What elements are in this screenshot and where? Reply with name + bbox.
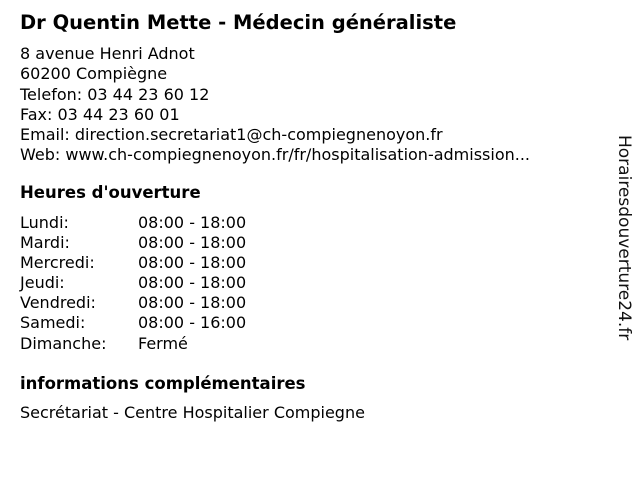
day-label: Jeudi: bbox=[20, 273, 65, 293]
day-label: Samedi: bbox=[20, 313, 86, 333]
address-city: 60200 Compiègne bbox=[20, 64, 168, 84]
day-label: Lundi: bbox=[20, 213, 69, 232]
time-value: 08:00 - 18:00 bbox=[138, 253, 247, 273]
time-value: 08:00 - 18:00 bbox=[138, 293, 247, 313]
phone-line[interactable]: Telefon: 03 44 23 60 12 bbox=[20, 84, 210, 104]
email-line[interactable]: Email: direction.secretariat1@ch-compiegnenoyon.fr bbox=[20, 125, 443, 145]
additional-info-text: Secrétariat - Centre Hospitalier Compiegne bbox=[20, 403, 365, 422]
time-value: 08:00 - 18:00 bbox=[138, 213, 247, 232]
time-value: Fermé bbox=[138, 333, 188, 353]
additional-info-heading: informations complémentaires bbox=[20, 374, 306, 393]
day-label: Mardi: bbox=[20, 233, 70, 253]
time-value: 08:00 - 18:00 bbox=[138, 273, 247, 293]
opening-hours-heading: Heures d'ouverture bbox=[20, 183, 201, 202]
time-value: 08:00 - 16:00 bbox=[138, 313, 247, 333]
address-street: 8 avenue Henri Adnot bbox=[20, 44, 195, 63]
day-label: Dimanche: bbox=[20, 333, 107, 353]
day-label: Mercredi: bbox=[20, 253, 95, 273]
contact-block bbox=[20, 44, 530, 166]
time-value: 08:00 - 18:00 bbox=[138, 233, 247, 253]
day-label: Vendredi: bbox=[20, 293, 96, 313]
site-watermark: Horairesdouverture24.fr bbox=[614, 135, 634, 341]
page-title: Dr Quentin Mette - Médecin généraliste bbox=[20, 11, 457, 34]
fax-line: Fax: 03 44 23 60 01 bbox=[20, 104, 180, 124]
web-line[interactable]: Web: www.ch-compiegnenoyon.fr/fr/hospitalisation-admission... bbox=[20, 145, 531, 165]
